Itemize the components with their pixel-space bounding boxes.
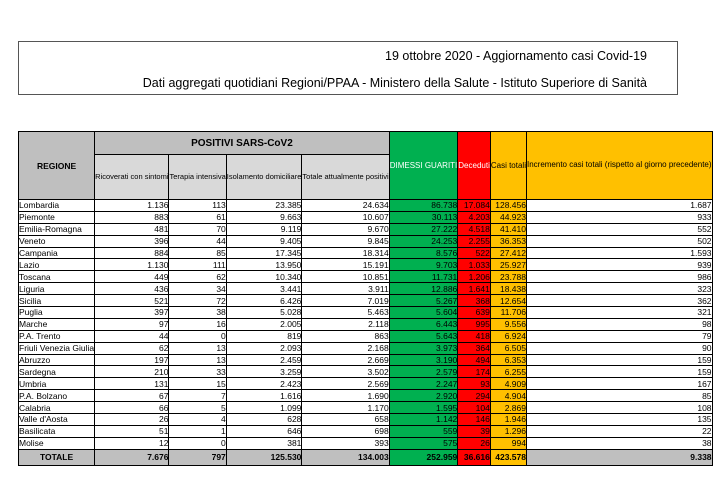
- table-row: [19, 247, 713, 259]
- cell-deceduti: 418: [458, 330, 491, 342]
- cell-isolamento: 2.423: [226, 378, 302, 390]
- cell-ricoverati: 436: [95, 283, 169, 295]
- cell-terapia: 1: [169, 425, 226, 437]
- cell-totale-positivi: 9.845: [302, 235, 389, 247]
- cell-deceduti: 146: [458, 414, 491, 426]
- cell-casi-totali: 11.706: [490, 307, 526, 319]
- header-totale-positivi: Totale attualmente positivi: [302, 155, 389, 200]
- cell-total-deceduti: 36.616: [458, 449, 491, 465]
- table-row: [19, 318, 713, 330]
- cell-totale-positivi: 863: [302, 330, 389, 342]
- header-terapia: Terapia intensiva: [169, 155, 226, 200]
- cell-dimessi: 5.604: [389, 307, 458, 319]
- cell-isolamento: 2.093: [226, 342, 302, 354]
- cell-deceduti: 174: [458, 366, 491, 378]
- cell-isolamento: 9.405: [226, 235, 302, 247]
- cell-ricoverati: 62: [95, 342, 169, 354]
- table-row: [19, 259, 713, 271]
- cell-dimessi: 575: [389, 437, 458, 449]
- cell-incremento: 85: [526, 390, 712, 402]
- cell-region: Friuli Venezia Giulia: [19, 343, 95, 354]
- cell-region: Marche: [19, 318, 95, 330]
- cell-region: Calabria: [19, 402, 95, 414]
- cell-total-label: TOTALE: [19, 449, 95, 465]
- table-row: [19, 200, 713, 212]
- cell-dimessi: 12.886: [389, 283, 458, 295]
- cell-region: Piemonte: [19, 211, 95, 223]
- cell-terapia: 70: [169, 223, 226, 235]
- cell-incremento: 939: [526, 259, 712, 271]
- cell-totale-positivi: 1.170: [302, 402, 389, 414]
- cell-totale-positivi: 24.634: [302, 200, 389, 212]
- cell-incremento: 98: [526, 318, 712, 330]
- header-casi-totali: Casi totali: [490, 132, 526, 200]
- cell-deceduti: 494: [458, 354, 491, 366]
- cell-casi-totali: 4.904: [490, 390, 526, 402]
- cell-isolamento: 819: [226, 330, 302, 342]
- header-region: REGIONE: [19, 132, 95, 200]
- cell-totale-positivi: 2.669: [302, 354, 389, 366]
- cell-total-dimessi: 252.959: [389, 449, 458, 465]
- cell-dimessi: 2.920: [389, 390, 458, 402]
- cell-ricoverati: 67: [95, 390, 169, 402]
- cell-region: Sardegna: [19, 366, 95, 378]
- cell-ricoverati: 44: [95, 330, 169, 342]
- table-row: [19, 211, 713, 223]
- cell-casi-totali: 44.923: [490, 211, 526, 223]
- cell-incremento: 1.687: [526, 200, 712, 212]
- cell-incremento: 1.593: [526, 247, 712, 259]
- cell-casi-totali: 41.410: [490, 223, 526, 235]
- cell-terapia: 4: [169, 414, 226, 426]
- cell-incremento: 362: [526, 295, 712, 307]
- cell-deceduti: 1.206: [458, 271, 491, 283]
- cell-incremento: 167: [526, 378, 712, 390]
- cell-deceduti: 1.641: [458, 283, 491, 295]
- cell-casi-totali: 6.353: [490, 354, 526, 366]
- cell-isolamento: 23.385: [226, 200, 302, 212]
- cell-incremento: 38: [526, 437, 712, 449]
- cell-ricoverati: 884: [95, 247, 169, 259]
- cell-incremento: 135: [526, 414, 712, 426]
- cell-totale-positivi: 393: [302, 437, 389, 449]
- cell-ricoverati: 26: [95, 414, 169, 426]
- table-row: [19, 390, 713, 402]
- cell-ricoverati: 131: [95, 378, 169, 390]
- cell-totale-positivi: 698: [302, 425, 389, 437]
- cell-region: Valle d'Aosta: [19, 414, 95, 426]
- cell-totale-positivi: 18.314: [302, 247, 389, 259]
- cell-isolamento: 6.426: [226, 295, 302, 307]
- table-total-row: [19, 449, 713, 465]
- cell-isolamento: 3.441: [226, 283, 302, 295]
- cell-deceduti: 104: [458, 402, 491, 414]
- cell-terapia: 34: [169, 283, 226, 295]
- cell-incremento: 159: [526, 366, 712, 378]
- cell-terapia: 33: [169, 366, 226, 378]
- cell-incremento: 159: [526, 354, 712, 366]
- table-row: [19, 283, 713, 295]
- cell-dimessi: 24.253: [389, 235, 458, 247]
- cell-dimessi: 2.247: [389, 378, 458, 390]
- table-body: [19, 200, 713, 466]
- cell-deceduti: 39: [458, 425, 491, 437]
- cell-casi-totali: 23.788: [490, 271, 526, 283]
- cell-isolamento: 2.459: [226, 354, 302, 366]
- cell-dimessi: 27.222: [389, 223, 458, 235]
- cell-dimessi: 5.643: [389, 330, 458, 342]
- cell-terapia: 15: [169, 378, 226, 390]
- cell-total-incremento: 9.338: [526, 449, 712, 465]
- cell-deceduti: 93: [458, 378, 491, 390]
- cell-region: Emilia-Romagna: [19, 223, 95, 235]
- cell-ricoverati: 397: [95, 307, 169, 319]
- cell-region: P.A. Trento: [19, 330, 95, 342]
- cell-isolamento: 17.345: [226, 247, 302, 259]
- cell-totale-positivi: 9.670: [302, 223, 389, 235]
- cell-total-totale-positivi: 134.003: [302, 449, 389, 465]
- cell-casi-totali: 6.255: [490, 366, 526, 378]
- cell-deceduti: 1.033: [458, 259, 491, 271]
- cell-deceduti: 294: [458, 390, 491, 402]
- cell-terapia: 62: [169, 271, 226, 283]
- cell-ricoverati: 396: [95, 235, 169, 247]
- cell-region: Lombardia: [19, 200, 95, 212]
- cell-casi-totali: 6.505: [490, 342, 526, 354]
- table-row: [19, 437, 713, 449]
- cell-incremento: 986: [526, 271, 712, 283]
- cell-isolamento: 628: [226, 414, 302, 426]
- cell-ricoverati: 1.136: [95, 200, 169, 212]
- cell-region: Abruzzo: [19, 354, 95, 366]
- cell-region: Sicilia: [19, 295, 95, 307]
- cell-casi-totali: 994: [490, 437, 526, 449]
- covid-data-table: [18, 131, 713, 466]
- cell-casi-totali: 4.909: [490, 378, 526, 390]
- cell-region: Toscana: [19, 271, 95, 283]
- cell-totale-positivi: 2.118: [302, 318, 389, 330]
- cell-isolamento: 381: [226, 437, 302, 449]
- table-row: [19, 402, 713, 414]
- cell-ricoverati: 449: [95, 271, 169, 283]
- cell-terapia: 16: [169, 318, 226, 330]
- cell-dimessi: 1.142: [389, 414, 458, 426]
- cell-dimessi: 30.113: [389, 211, 458, 223]
- header-dimessi: DIMESSI GUARITI: [389, 132, 458, 200]
- cell-incremento: 90: [526, 342, 712, 354]
- cell-isolamento: 9.663: [226, 211, 302, 223]
- cell-isolamento: 5.028: [226, 307, 302, 319]
- cell-totale-positivi: 15.191: [302, 259, 389, 271]
- cell-dimessi: 6.443: [389, 318, 458, 330]
- cell-deceduti: 364: [458, 342, 491, 354]
- cell-ricoverati: 12: [95, 437, 169, 449]
- header-incremento: Incremento casi totali (rispetto al giorno precedente): [526, 132, 712, 200]
- cell-totale-positivi: 10.607: [302, 211, 389, 223]
- cell-region: Puglia: [19, 307, 95, 319]
- cell-incremento: 79: [526, 330, 712, 342]
- cell-totale-positivi: 3.502: [302, 366, 389, 378]
- cell-ricoverati: 1.130: [95, 259, 169, 271]
- cell-totale-positivi: 7.019: [302, 295, 389, 307]
- table-row: [19, 342, 713, 354]
- table-row: [19, 366, 713, 378]
- table-row: [19, 307, 713, 319]
- header-box: [18, 41, 678, 95]
- cell-terapia: 111: [169, 259, 226, 271]
- table-row: [19, 330, 713, 342]
- cell-terapia: 61: [169, 211, 226, 223]
- cell-isolamento: 1.099: [226, 402, 302, 414]
- cell-deceduti: 26: [458, 437, 491, 449]
- cell-region: Molise: [19, 437, 95, 449]
- cell-dimessi: 8.576: [389, 247, 458, 259]
- cell-isolamento: 2.005: [226, 318, 302, 330]
- cell-incremento: 933: [526, 211, 712, 223]
- cell-region: Lazio: [19, 259, 95, 271]
- cell-terapia: 85: [169, 247, 226, 259]
- cell-region: Campania: [19, 247, 95, 259]
- cell-incremento: 22: [526, 425, 712, 437]
- cell-dimessi: 3.973: [389, 342, 458, 354]
- table-row: [19, 378, 713, 390]
- cell-incremento: 502: [526, 235, 712, 247]
- cell-region: Umbria: [19, 378, 95, 390]
- cell-casi-totali: 2.869: [490, 402, 526, 414]
- cell-terapia: 72: [169, 295, 226, 307]
- table-row: [19, 414, 713, 426]
- cell-terapia: 7: [169, 390, 226, 402]
- cell-deceduti: 368: [458, 295, 491, 307]
- table-row: [19, 425, 713, 437]
- cell-casi-totali: 12.654: [490, 295, 526, 307]
- cell-terapia: 0: [169, 330, 226, 342]
- table-row: [19, 235, 713, 247]
- cell-deceduti: 4.518: [458, 223, 491, 235]
- cell-totale-positivi: 1.690: [302, 390, 389, 402]
- cell-dimessi: 559: [389, 425, 458, 437]
- header-ricoverati: Ricoverati con sintomi: [95, 155, 169, 200]
- header-deceduti: Deceduti: [458, 132, 491, 200]
- cell-ricoverati: 51: [95, 425, 169, 437]
- cell-ricoverati: 521: [95, 295, 169, 307]
- cell-terapia: 38: [169, 307, 226, 319]
- cell-casi-totali: 18.438: [490, 283, 526, 295]
- cell-ricoverati: 210: [95, 366, 169, 378]
- cell-isolamento: 10.340: [226, 271, 302, 283]
- cell-deceduti: 995: [458, 318, 491, 330]
- cell-dimessi: 5.267: [389, 295, 458, 307]
- cell-casi-totali: 27.412: [490, 247, 526, 259]
- cell-incremento: 552: [526, 223, 712, 235]
- cell-incremento: 323: [526, 283, 712, 295]
- header-isolamento: Isolamento domiciliare: [226, 155, 302, 200]
- cell-region: Liguria: [19, 283, 95, 295]
- cell-isolamento: 9.119: [226, 223, 302, 235]
- cell-isolamento: 646: [226, 425, 302, 437]
- cell-totale-positivi: 3.911: [302, 283, 389, 295]
- cell-deceduti: 17.084: [458, 200, 491, 212]
- header-subtitle: Dati aggregati quotidiani Regioni/PPAA - Ministero della Salute - Istituto Superiore di Sanità: [142, 76, 647, 90]
- cell-casi-totali: 6.924: [490, 330, 526, 342]
- cell-region: P.A. Bolzano: [19, 390, 95, 402]
- cell-terapia: 5: [169, 402, 226, 414]
- cell-dimessi: 1.595: [389, 402, 458, 414]
- table-row: [19, 223, 713, 235]
- table-row: [19, 295, 713, 307]
- cell-ricoverati: 481: [95, 223, 169, 235]
- cell-casi-totali: 25.927: [490, 259, 526, 271]
- cell-ricoverati: 197: [95, 354, 169, 366]
- cell-dimessi: 2.579: [389, 366, 458, 378]
- cell-casi-totali: 1.296: [490, 425, 526, 437]
- cell-ricoverati: 66: [95, 402, 169, 414]
- cell-incremento: 108: [526, 402, 712, 414]
- cell-incremento: 321: [526, 307, 712, 319]
- cell-totale-positivi: 10.851: [302, 271, 389, 283]
- cell-total-ricoverati: 7.676: [95, 449, 169, 465]
- cell-dimessi: 9.703: [389, 259, 458, 271]
- cell-dimessi: 86.738: [389, 200, 458, 212]
- header-title: 19 ottobre 2020 - Aggiornamento casi Covid-19: [385, 49, 647, 63]
- table-row: [19, 271, 713, 283]
- cell-region: Basilicata: [19, 425, 95, 437]
- cell-totale-positivi: 658: [302, 414, 389, 426]
- cell-deceduti: 522: [458, 247, 491, 259]
- cell-ricoverati: 883: [95, 211, 169, 223]
- cell-deceduti: 4.203: [458, 211, 491, 223]
- cell-terapia: 44: [169, 235, 226, 247]
- cell-total-terapia: 797: [169, 449, 226, 465]
- cell-totale-positivi: 2.569: [302, 378, 389, 390]
- cell-totale-positivi: 2.168: [302, 342, 389, 354]
- cell-terapia: 13: [169, 342, 226, 354]
- cell-terapia: 113: [169, 200, 226, 212]
- cell-terapia: 13: [169, 354, 226, 366]
- cell-isolamento: 13.950: [226, 259, 302, 271]
- cell-isolamento: 3.259: [226, 366, 302, 378]
- cell-casi-totali: 36.353: [490, 235, 526, 247]
- header-positivi-group: POSITIVI SARS-CoV2: [95, 132, 390, 155]
- cell-terapia: 0: [169, 437, 226, 449]
- cell-total-casi-totali: 423.578: [490, 449, 526, 465]
- cell-total-isolamento: 125.530: [226, 449, 302, 465]
- cell-deceduti: 639: [458, 307, 491, 319]
- cell-dimessi: 3.190: [389, 354, 458, 366]
- cell-casi-totali: 9.556: [490, 318, 526, 330]
- cell-isolamento: 1.616: [226, 390, 302, 402]
- cell-deceduti: 2.255: [458, 235, 491, 247]
- cell-totale-positivi: 5.463: [302, 307, 389, 319]
- table-row: [19, 354, 713, 366]
- cell-ricoverati: 97: [95, 318, 169, 330]
- cell-dimessi: 11.731: [389, 271, 458, 283]
- cell-casi-totali: 1.946: [490, 414, 526, 426]
- cell-casi-totali: 128.456: [490, 200, 526, 212]
- cell-region: Veneto: [19, 235, 95, 247]
